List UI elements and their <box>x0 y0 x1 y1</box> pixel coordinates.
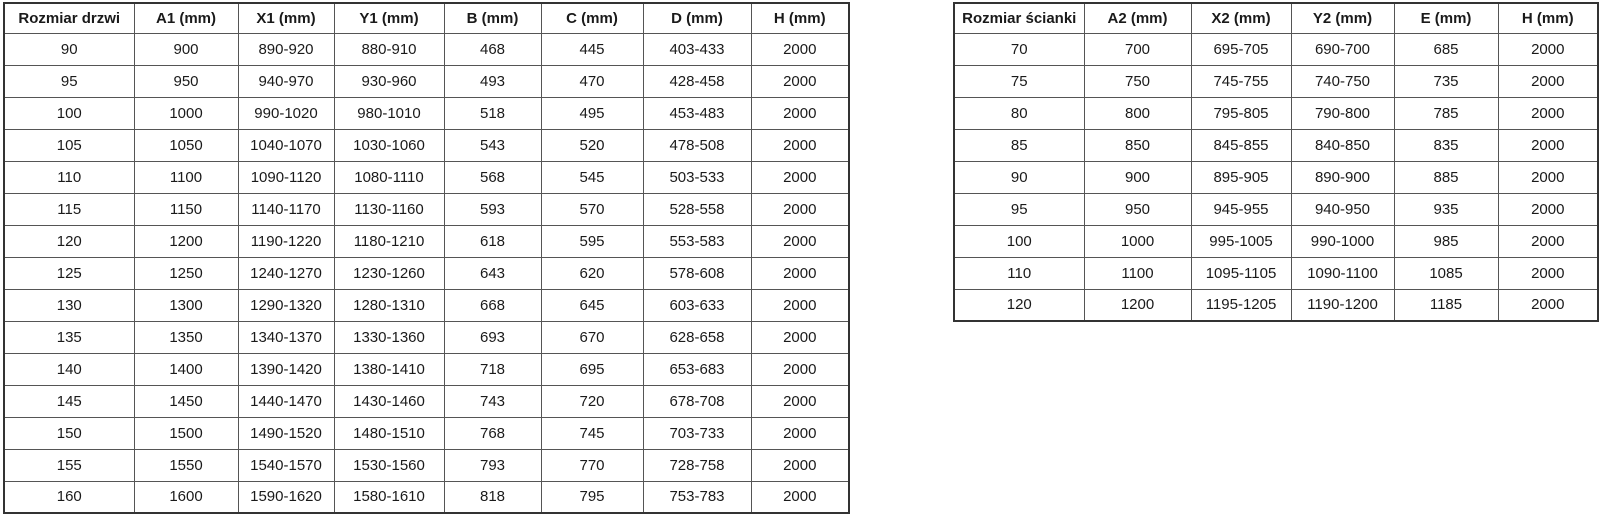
table-cell: 745 <box>541 417 643 449</box>
table-cell: 95 <box>4 65 134 97</box>
table-cell: 2000 <box>1498 225 1598 257</box>
table-row <box>4 97 849 129</box>
table-cell: 750 <box>1084 65 1191 97</box>
table-cell: 950 <box>1084 193 1191 225</box>
table-cell: 115 <box>4 193 134 225</box>
table-cell: 990-1020 <box>238 97 334 129</box>
table-row <box>954 97 1598 129</box>
table-cell: 135 <box>4 321 134 353</box>
table-cell: 890-920 <box>238 33 334 65</box>
table-row <box>954 65 1598 97</box>
table-cell: 528-558 <box>643 193 751 225</box>
table-cell: 468 <box>444 33 541 65</box>
table-cell: 1100 <box>134 161 238 193</box>
table-cell: 2000 <box>1498 97 1598 129</box>
table-cell: 578-608 <box>643 257 751 289</box>
table-cell: 770 <box>541 449 643 481</box>
table-cell: 105 <box>4 129 134 161</box>
table-row <box>4 65 849 97</box>
table-cell: 2000 <box>751 161 849 193</box>
table-cell: 2000 <box>751 33 849 65</box>
table-cell: 885 <box>1394 161 1498 193</box>
door-size-table <box>3 2 850 514</box>
table-cell: 553-583 <box>643 225 751 257</box>
table-cell: 75 <box>954 65 1084 97</box>
table-cell: 2000 <box>751 481 849 513</box>
table-cell: 620 <box>541 257 643 289</box>
table-row <box>954 193 1598 225</box>
header-row <box>4 3 849 33</box>
table-cell: 670 <box>541 321 643 353</box>
table-cell: 800 <box>1084 97 1191 129</box>
column-header: H (mm) <box>1498 3 1598 33</box>
table-cell: 403-433 <box>643 33 751 65</box>
table-cell: 1180-1210 <box>334 225 444 257</box>
table-cell: 930-960 <box>334 65 444 97</box>
table-cell: 493 <box>444 65 541 97</box>
table-row <box>954 257 1598 289</box>
table-cell: 653-683 <box>643 353 751 385</box>
table-cell: 1440-1470 <box>238 385 334 417</box>
table-cell: 445 <box>541 33 643 65</box>
table-cell: 945-955 <box>1191 193 1291 225</box>
table-cell: 840-850 <box>1291 129 1394 161</box>
table-cell: 950 <box>134 65 238 97</box>
column-header: H (mm) <box>751 3 849 33</box>
column-header: X2 (mm) <box>1191 3 1291 33</box>
table-cell: 150 <box>4 417 134 449</box>
table-cell: 1400 <box>134 353 238 385</box>
table-cell: 753-783 <box>643 481 751 513</box>
table-cell: 1390-1420 <box>238 353 334 385</box>
table-cell: 795 <box>541 481 643 513</box>
table-cell: 900 <box>134 33 238 65</box>
table-cell: 678-708 <box>643 385 751 417</box>
table-cell: 543 <box>444 129 541 161</box>
table-cell: 668 <box>444 289 541 321</box>
table-cell: 2000 <box>751 97 849 129</box>
table-cell: 495 <box>541 97 643 129</box>
table-cell: 453-483 <box>643 97 751 129</box>
table-cell: 120 <box>4 225 134 257</box>
table-row <box>4 353 849 385</box>
table-cell: 1300 <box>134 289 238 321</box>
table-cell: 1340-1370 <box>238 321 334 353</box>
table-cell: 2000 <box>751 65 849 97</box>
table-cell: 470 <box>541 65 643 97</box>
table-cell: 2000 <box>751 129 849 161</box>
table-cell: 2000 <box>1498 65 1598 97</box>
table-cell: 603-633 <box>643 289 751 321</box>
table-cell: 2000 <box>1498 193 1598 225</box>
table-row <box>954 33 1598 65</box>
table-cell: 2000 <box>1498 129 1598 161</box>
table-cell: 120 <box>954 289 1084 321</box>
table-cell: 1000 <box>134 97 238 129</box>
table-cell: 1600 <box>134 481 238 513</box>
table-cell: 735 <box>1394 65 1498 97</box>
table-cell: 1540-1570 <box>238 449 334 481</box>
table-cell: 1490-1520 <box>238 417 334 449</box>
table-cell: 940-950 <box>1291 193 1394 225</box>
table-cell: 90 <box>954 161 1084 193</box>
table-cell: 85 <box>954 129 1084 161</box>
table-cell: 628-658 <box>643 321 751 353</box>
table-cell: 428-458 <box>643 65 751 97</box>
table-cell: 890-900 <box>1291 161 1394 193</box>
table-cell: 1350 <box>134 321 238 353</box>
column-header: B (mm) <box>444 3 541 33</box>
table-row <box>4 289 849 321</box>
table-cell: 1090-1100 <box>1291 257 1394 289</box>
table-cell: 1080-1110 <box>334 161 444 193</box>
table-cell: 850 <box>1084 129 1191 161</box>
table-cell: 2000 <box>751 417 849 449</box>
table-cell: 1550 <box>134 449 238 481</box>
table-cell: 1090-1120 <box>238 161 334 193</box>
table-row <box>4 257 849 289</box>
column-header: Y2 (mm) <box>1291 3 1394 33</box>
table-cell: 2000 <box>1498 257 1598 289</box>
table-cell: 95 <box>954 193 1084 225</box>
table-cell: 568 <box>444 161 541 193</box>
table-cell: 1500 <box>134 417 238 449</box>
table-cell: 1085 <box>1394 257 1498 289</box>
table-cell: 1040-1070 <box>238 129 334 161</box>
column-header: D (mm) <box>643 3 751 33</box>
table-cell: 1230-1260 <box>334 257 444 289</box>
table-cell: 90 <box>4 33 134 65</box>
table-cell: 2000 <box>751 385 849 417</box>
table-cell: 745-755 <box>1191 65 1291 97</box>
table-cell: 520 <box>541 129 643 161</box>
table-cell: 980-1010 <box>334 97 444 129</box>
table-cell: 503-533 <box>643 161 751 193</box>
table-cell: 695 <box>541 353 643 385</box>
table-cell: 2000 <box>751 449 849 481</box>
table-cell: 740-750 <box>1291 65 1394 97</box>
table-cell: 935 <box>1394 193 1498 225</box>
table-row <box>4 33 849 65</box>
table-cell: 790-800 <box>1291 97 1394 129</box>
table-cell: 643 <box>444 257 541 289</box>
table-cell: 743 <box>444 385 541 417</box>
table-cell: 2000 <box>751 289 849 321</box>
column-header: Y1 (mm) <box>334 3 444 33</box>
table-cell: 1130-1160 <box>334 193 444 225</box>
table-cell: 895-905 <box>1191 161 1291 193</box>
table-cell: 1430-1460 <box>334 385 444 417</box>
table-cell: 1330-1360 <box>334 321 444 353</box>
table-cell: 1000 <box>1084 225 1191 257</box>
table-row <box>4 417 849 449</box>
table-row <box>4 321 849 353</box>
table-cell: 1580-1610 <box>334 481 444 513</box>
table-row <box>4 129 849 161</box>
table-cell: 1030-1060 <box>334 129 444 161</box>
table-row <box>954 289 1598 321</box>
table-cell: 1190-1220 <box>238 225 334 257</box>
table-cell: 1590-1620 <box>238 481 334 513</box>
table-cell: 785 <box>1394 97 1498 129</box>
table-cell: 768 <box>444 417 541 449</box>
table-cell: 110 <box>954 257 1084 289</box>
table-cell: 728-758 <box>643 449 751 481</box>
table-cell: 1240-1270 <box>238 257 334 289</box>
table-cell: 70 <box>954 33 1084 65</box>
table-cell: 1290-1320 <box>238 289 334 321</box>
table-cell: 125 <box>4 257 134 289</box>
table-cell: 2000 <box>751 321 849 353</box>
table-row <box>954 129 1598 161</box>
table-row <box>954 225 1598 257</box>
table-cell: 700 <box>1084 33 1191 65</box>
table-cell: 1380-1410 <box>334 353 444 385</box>
table-cell: 880-910 <box>334 33 444 65</box>
table-cell: 618 <box>444 225 541 257</box>
table-cell: 2000 <box>1498 289 1598 321</box>
table-row <box>954 161 1598 193</box>
table-cell: 1450 <box>134 385 238 417</box>
header-row <box>954 3 1598 33</box>
table-cell: 818 <box>444 481 541 513</box>
table-cell: 155 <box>4 449 134 481</box>
table-cell: 1195-1205 <box>1191 289 1291 321</box>
table-cell: 1280-1310 <box>334 289 444 321</box>
column-header: Rozmiar drzwi <box>4 3 134 33</box>
table-cell: 2000 <box>751 193 849 225</box>
table-cell: 645 <box>541 289 643 321</box>
table-cell: 1200 <box>1084 289 1191 321</box>
table-cell: 2000 <box>751 257 849 289</box>
table-cell: 1530-1560 <box>334 449 444 481</box>
table-cell: 2000 <box>1498 33 1598 65</box>
column-header: E (mm) <box>1394 3 1498 33</box>
table-cell: 145 <box>4 385 134 417</box>
table-cell: 1050 <box>134 129 238 161</box>
table-cell: 593 <box>444 193 541 225</box>
table-cell: 995-1005 <box>1191 225 1291 257</box>
table-cell: 1095-1105 <box>1191 257 1291 289</box>
table-cell: 690-700 <box>1291 33 1394 65</box>
column-header: Rozmiar ścianki <box>954 3 1084 33</box>
table-cell: 795-805 <box>1191 97 1291 129</box>
table-cell: 693 <box>444 321 541 353</box>
table-cell: 718 <box>444 353 541 385</box>
column-header: A1 (mm) <box>134 3 238 33</box>
table-cell: 545 <box>541 161 643 193</box>
table-cell: 695-705 <box>1191 33 1291 65</box>
column-header: A2 (mm) <box>1084 3 1191 33</box>
table-cell: 100 <box>4 97 134 129</box>
table-cell: 2000 <box>1498 161 1598 193</box>
table-cell: 703-733 <box>643 417 751 449</box>
table-cell: 160 <box>4 481 134 513</box>
table-cell: 835 <box>1394 129 1498 161</box>
table-row <box>4 481 849 513</box>
table-cell: 130 <box>4 289 134 321</box>
table-cell: 1150 <box>134 193 238 225</box>
table-cell: 100 <box>954 225 1084 257</box>
table-cell: 845-855 <box>1191 129 1291 161</box>
table-cell: 990-1000 <box>1291 225 1394 257</box>
table-cell: 595 <box>541 225 643 257</box>
table-cell: 720 <box>541 385 643 417</box>
table-row <box>4 449 849 481</box>
table-cell: 900 <box>1084 161 1191 193</box>
table-cell: 985 <box>1394 225 1498 257</box>
table-cell: 2000 <box>751 353 849 385</box>
wall-size-table <box>953 2 1599 322</box>
table-cell: 140 <box>4 353 134 385</box>
table-cell: 110 <box>4 161 134 193</box>
table-cell: 793 <box>444 449 541 481</box>
table-row <box>4 385 849 417</box>
table-cell: 940-970 <box>238 65 334 97</box>
table-cell: 80 <box>954 97 1084 129</box>
table-cell: 685 <box>1394 33 1498 65</box>
table-row <box>4 161 849 193</box>
table-cell: 1480-1510 <box>334 417 444 449</box>
table-cell: 1185 <box>1394 289 1498 321</box>
table-row <box>4 193 849 225</box>
table-row <box>4 225 849 257</box>
column-header: C (mm) <box>541 3 643 33</box>
table-cell: 1100 <box>1084 257 1191 289</box>
table-cell: 518 <box>444 97 541 129</box>
table-cell: 1190-1200 <box>1291 289 1394 321</box>
table-cell: 478-508 <box>643 129 751 161</box>
column-header: X1 (mm) <box>238 3 334 33</box>
table-cell: 1140-1170 <box>238 193 334 225</box>
table-cell: 2000 <box>751 225 849 257</box>
table-cell: 1250 <box>134 257 238 289</box>
table-cell: 1200 <box>134 225 238 257</box>
table-cell: 570 <box>541 193 643 225</box>
